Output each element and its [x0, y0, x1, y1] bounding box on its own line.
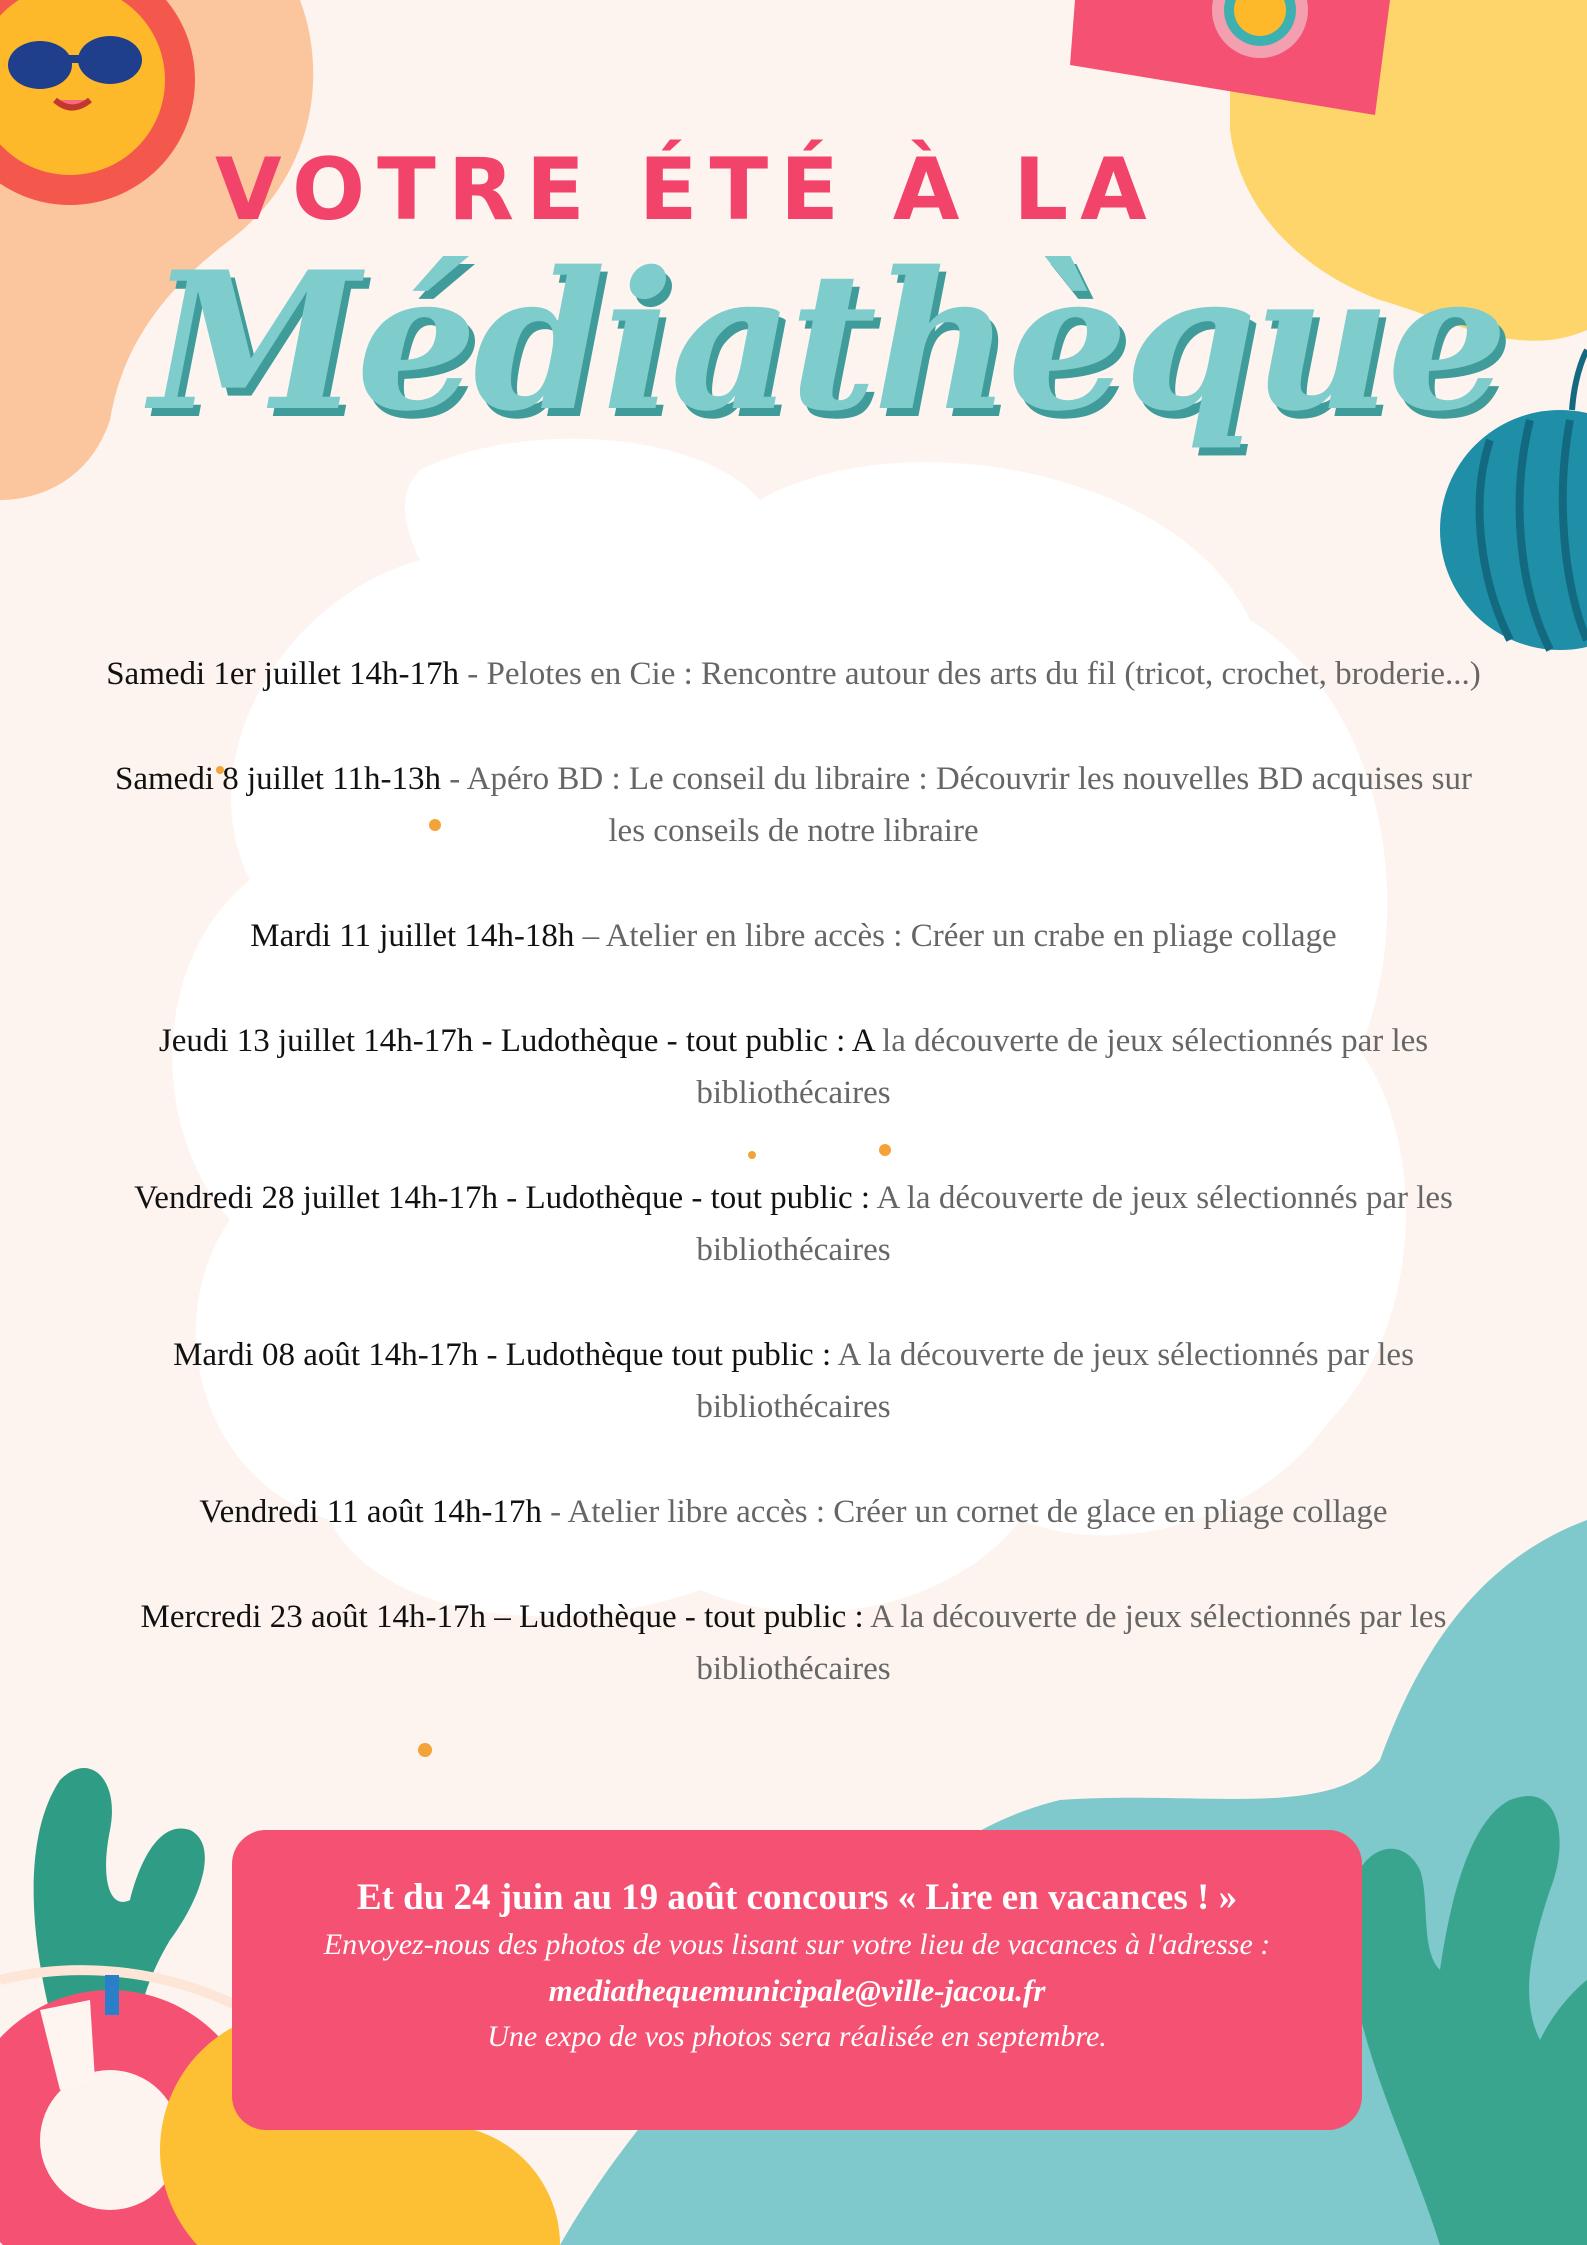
event-item: [100, 1329, 1487, 1433]
title-line-2: Médiathèque: [150, 230, 1505, 453]
event-date: Vendredi 28 juillet 14h-17h - Ludothèque - tout public :: [134, 1180, 871, 1216]
event-item: [100, 648, 1487, 700]
event-date: Mercredi 23 août 14h-17h – Ludothèque - tout public :: [140, 1599, 864, 1635]
event-description: - Atelier libre accès : Créer un cornet de glace en pliage collage: [541, 1494, 1388, 1530]
event-date: Vendredi 11 août 14h-17h: [199, 1494, 542, 1530]
event-description: - Pelotes en Cie : Rencontre autour des arts du fil (tricot, crochet, broderie...): [459, 656, 1481, 692]
contest-instructions: Envoyez-nous des photos de vous lisant sur votre lieu de vacances à l'adresse :: [323, 1928, 1271, 1961]
event-date: Mardi 11 juillet 14h-18h: [250, 918, 575, 954]
events-list: [100, 648, 1487, 1748]
event-description: la découverte de jeux sélectionnés par les bibliothécaires: [696, 1023, 1429, 1111]
event-description: A la découverte de jeux sélectionnés par les bibliothécaires: [696, 1180, 1453, 1268]
contest-title: Et du 24 juin au 19 août concours « Lire en vacances ! »: [356, 1877, 1238, 1918]
contest-exhibition-note: Une expo de vos photos sera réalisée en septembre.: [487, 2020, 1107, 2053]
event-item: [100, 1015, 1487, 1119]
event-date: Samedi 8 juillet 11h-13h: [115, 761, 441, 797]
event-item: [100, 1591, 1487, 1695]
event-description: A la découverte de jeux sélectionnés par les bibliothécaires: [696, 1337, 1414, 1425]
contest-email-link[interactable]: mediathequemunicipale@ville-jacou.fr: [548, 1973, 1046, 2008]
event-item: [100, 753, 1487, 857]
event-item: [100, 1172, 1487, 1276]
event-date: Samedi 1er juillet 14h-17h: [106, 656, 460, 692]
event-item: [100, 1486, 1487, 1538]
title-line-1: VOTRE ÉTÉ À LA: [215, 140, 1159, 240]
event-item: [100, 910, 1487, 962]
event-date: Mardi 08 août 14h-17h - Ludothèque tout public :: [173, 1337, 832, 1373]
event-description: - Apéro BD : Le conseil du libraire : Découvrir les nouvelles BD acquises sur les conseils de notre libraire: [441, 761, 1472, 849]
contest-box: [232, 1830, 1362, 2130]
event-date: Jeudi 13 juillet 14h-17h - Ludothèque - tout public : A: [158, 1023, 874, 1059]
event-description: A la découverte de jeux sélectionnés par les bibliothécaires: [696, 1599, 1447, 1687]
event-description: – Atelier en libre accès : Créer un crabe en pliage collage: [574, 918, 1337, 954]
